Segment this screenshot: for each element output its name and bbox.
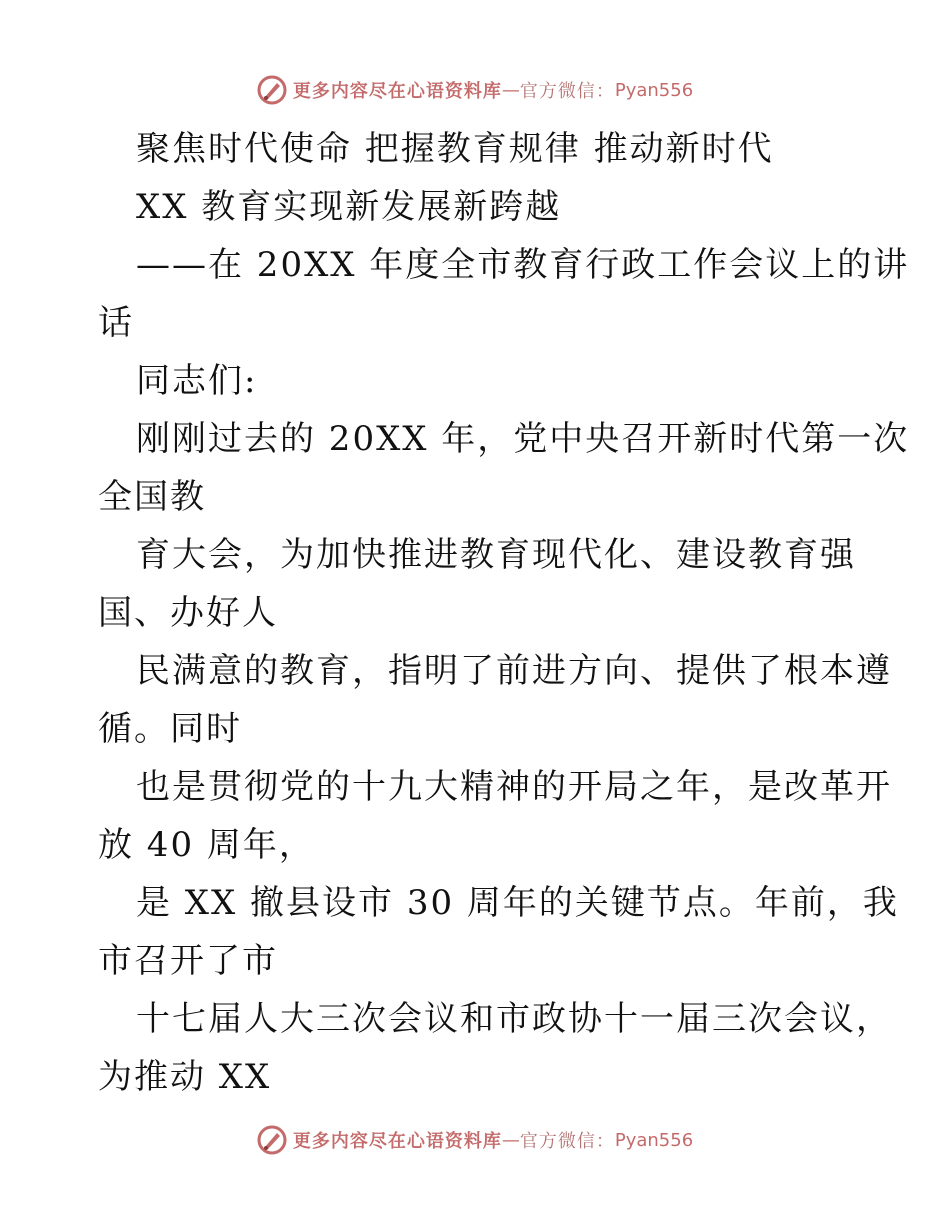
footer-watermark xyxy=(0,1120,950,1160)
text-line: ——在 20XX 年度全市教育行政工作会议上的讲 xyxy=(136,245,910,285)
text-line: 放 40 周年， xyxy=(98,825,315,865)
text-line: 育大会，为加快推进教育现代化、建设教育强 xyxy=(136,535,856,575)
pen-logo-icon xyxy=(257,1125,287,1155)
watermark-id: Pyan556 xyxy=(614,79,694,101)
text-line: 聚焦时代使命 把握教育规律 推动新时代 xyxy=(136,129,774,169)
watermark-label: 官方微信： xyxy=(519,1131,615,1152)
text-line: 是 XX 撤县设市 30 周年的关键节点。年前，我 xyxy=(136,883,899,923)
watermark-id: Pyan556 xyxy=(614,1129,694,1151)
text-line: 民满意的教育，指明了前进方向、提供了根本遵 xyxy=(136,651,892,691)
text-line: 同志们: xyxy=(136,361,258,401)
text-line: 市召开了市 xyxy=(98,941,278,981)
text-line: 循。同时 xyxy=(98,709,242,749)
watermark-brand: 更多内容尽在心语资料库 xyxy=(292,1131,502,1152)
text-line: 刚刚过去的 20XX 年，党中央召开新时代第一次 xyxy=(136,419,910,459)
text-line: 全国教 xyxy=(98,477,206,517)
watermark-dash: — xyxy=(501,79,520,101)
header-watermark xyxy=(0,70,950,110)
text-line: 也是贯彻党的十九大精神的开局之年，是改革开 xyxy=(136,767,892,807)
text-line: 国、办好人 xyxy=(98,593,278,633)
watermark-brand: 更多内容尽在心语资料库 xyxy=(292,81,502,102)
text-line: 话 xyxy=(98,303,134,343)
watermark-dash: — xyxy=(501,1129,520,1151)
text-line: 为推动 XX xyxy=(98,1057,272,1097)
document-body xyxy=(98,120,910,1106)
text-line: 十七届人大三次会议和市政协十一届三次会议， xyxy=(136,999,892,1039)
watermark-label: 官方微信： xyxy=(519,81,615,102)
pen-logo-icon xyxy=(257,75,287,105)
text-line: XX 教育实现新发展新跨越 xyxy=(136,187,562,227)
